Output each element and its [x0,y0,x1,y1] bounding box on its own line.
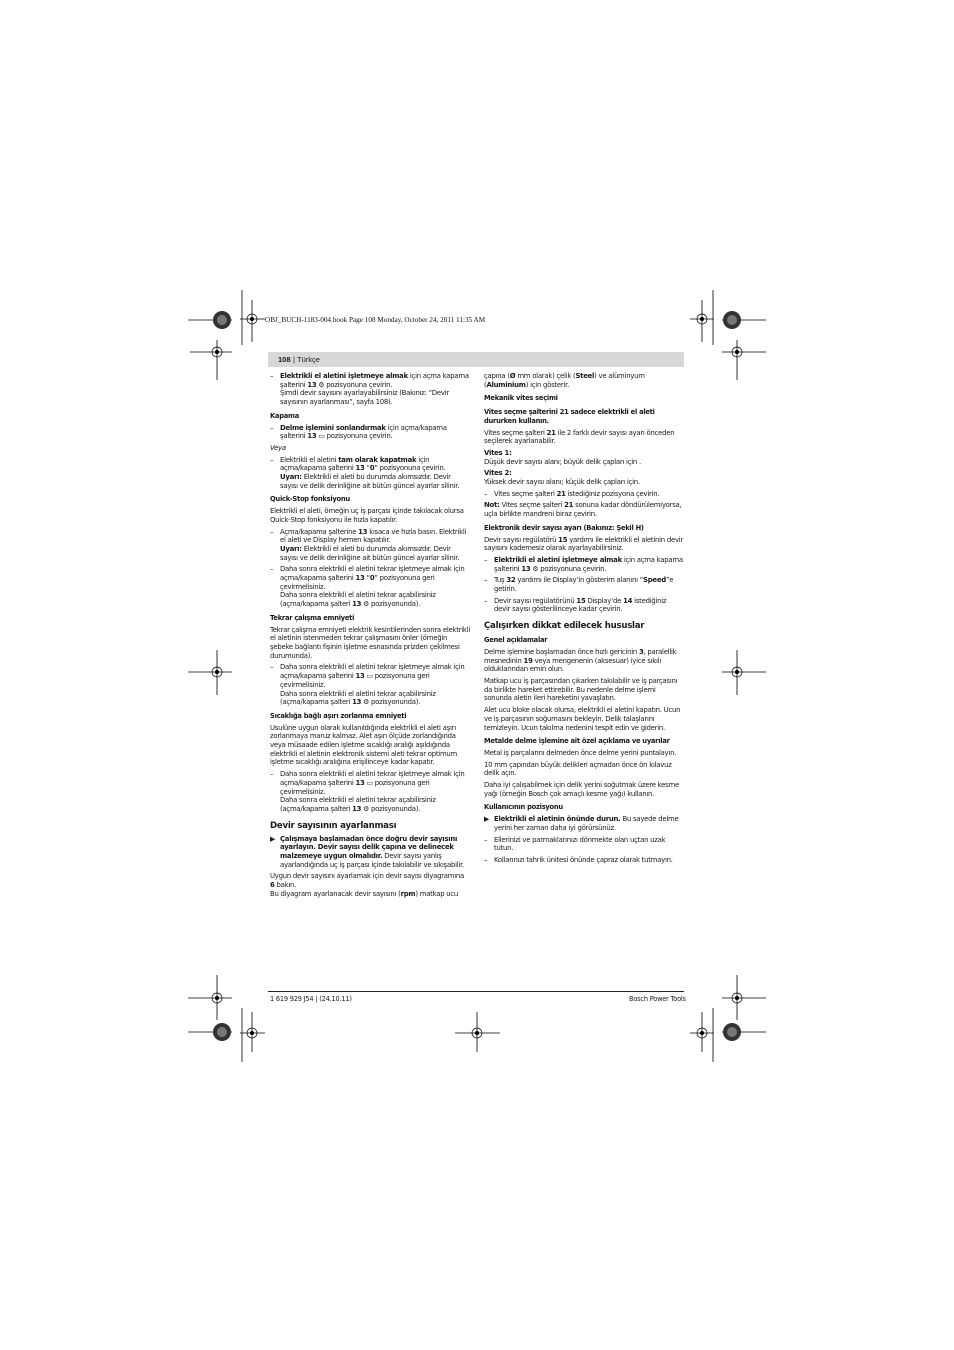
bold-text: 14 [623,596,633,605]
text-run: Ellerinizi ve parmaklarınızı dönmekte olan uçtan uzak tutun. [494,835,666,853]
text-run: Daha sonra elektrikli el aletini tekrar işletmeye almak için açma/kapama şalterini [280,663,465,681]
bold-text: 13 [355,464,365,473]
text-run: ile 2 farklı devir sayısı ayarı önceden seçilerek ayarlanabilir. [484,428,675,446]
bold-text: Not: [484,501,500,510]
text-run: istediğiniz pozisyona çevirin. [565,489,660,498]
bold-text: Steel [575,372,595,380]
bold-text: Uyarı: [280,473,302,482]
dash-bullet: – [270,372,274,380]
bold-text: 6 [270,881,275,890]
text-run: yardımı ile Display’in gösterim alanını “ [515,576,643,585]
text-run: Tekrar çalışma emniyeti [270,613,355,622]
bold-text: 13 [355,574,365,583]
bold-text: 32 [506,576,516,585]
text-run: Alet ucu bloke olacak olursa, elektrikli el aletini kapatın. Ucun ve iş parçasının soğumasını bekleyin. Delik talaşlarını temizleyin. Ucun takılma nedenini tespit edin ve giderin. [484,706,681,732]
dash-bullet: – [270,423,274,432]
text-run: Delme işlemine başlamadan önce hızlı gericinin [484,647,639,656]
text-run: Daha sonra elektrikli el aletini tekrar işletmeye almak için açma/kapama şalterini [280,565,465,583]
list-item [484,815,684,832]
language-label: Türkçe [297,355,320,364]
text-run: Bu diyagram ayarlanacak devir sayısını ( [270,889,401,898]
subheading [484,803,684,812]
text-run: Devir sayısı regülatörünü [494,596,577,605]
text-run: Daha sonra elektrikli el aletini tekrar açabilirsiniz (açma/kapama şalteri [280,689,436,707]
bold-text: 0 [369,464,375,473]
paragraph [484,372,684,389]
bold-text: 21 [546,428,556,437]
text-run: Çalışırken dikkat edilecek hususlar [484,621,645,632]
paragraph [484,749,684,758]
text-run: ”e getirin. [494,576,674,594]
bold-text: 15 [576,596,586,605]
text-run: Daha sonra elektrikli el aletini tekrar işletmeye almak için açma/kapama şalterini [280,770,465,787]
text-run: Matkap ucu iş parçasından çıkarken takılabilir ve iş parçasını da birlikte hareket ettirebilir. Bu nedenle delme işlemi sonunda aletin ileri hareketini yavaşlatın. [484,676,678,703]
subheading [484,737,684,746]
text-run: istediğiniz devir sayısı gösterilinceye kadar çevirin. [494,596,667,614]
list-item [270,565,470,609]
header-separator: | [293,355,295,364]
paragraph [484,449,684,466]
paragraph [270,507,470,524]
print-slug: OBJ_BUCH-1183-004.book Page 108 Monday, October 24, 2011 11:35 AM [265,316,486,324]
bold-text: Elektrikli el aletini işletmeye almak [494,555,622,564]
bold-text: 15 [558,535,568,544]
text-run: Devir sayısı yanlış ayarlandığında uç iş parçası içinde takılabilir ve sıkışabilir. [280,852,464,869]
text-run: Yüksek devir sayısı alanı; küçük delik çapları için. [484,478,640,487]
bold-text: 13 [521,564,531,573]
footer-brand: Bosch Power Tools [629,995,686,1003]
text-run: Sıcaklığa bağlı aşırı zorlanma emniyeti [270,711,407,720]
bold-text: 13 [352,804,362,813]
subheading [484,636,684,645]
bold-text: Aluminium [486,380,526,389]
bold-text: 13 [352,698,362,707]
arrow-bullet-icon: ▶ [270,834,276,843]
list-item [270,770,470,814]
list-item [484,576,684,593]
text-run: Usulüne uygun olarak kullanıldığında elektrikli el aleti aşırı zorlanmaya maruz kalmaz. Alet aşırı ölçüde zorlandığında veya müsaade edilen işletme sıcaklığı aralığı aşıldığında elektrikli el aletinin elektronik sistemi aleti tekrar optimum işletme sıcaklığı aralığına erişilinceye kadar kapatır. [270,723,458,767]
text-run: için açma kapama şalterini [280,372,469,389]
bold-text: 13 [307,380,317,389]
text-run: Vites seçme şalteri [494,489,557,498]
text-run: , paralellik mesnedinin [484,647,677,665]
text-run: Metal iş parçalarını delmeden önce delme yerini puntalayın. [484,748,677,757]
bold-text: Elektrikli el aletinin önünde durun. [494,815,621,824]
page-header-bar [268,352,684,367]
text-run: ) matkap ucu [415,889,459,898]
text-run: çapına ( [484,372,510,380]
bold-text: 19 [523,656,533,665]
text-run: Kollarınızı tahrik ünitesi önünde çapraz olarak tutmayın. [494,855,673,864]
text-run: ▭ pozisyonuna geri çevirmelisiniz. [280,778,430,796]
list-item [270,424,470,441]
dash-bullet: – [270,455,274,464]
bold-text: tam olarak kapatmak [338,455,417,464]
text-run: Daha sonra elektrikli el aletini tekrar açabilirsiniz (açma/kapama şalteri [280,796,436,813]
text-run: ▭ pozisyonuna geri çevirmelisiniz. [280,672,430,689]
bold-text: Elektrikli el aletini işletmeye almak [280,372,408,380]
text-run: 10 mm çapından büyük delikleri açmadan önce ön kılavuz delik açın. [484,760,672,778]
paragraph [484,706,684,732]
list-item [270,456,470,491]
paragraph [484,781,684,798]
text-run: Bu sayede delme yerini her zaman daha iyi görürsünüz. [494,815,679,832]
text-run: Tuş [494,576,507,585]
bold-text: Uyarı: [280,544,302,553]
dash-bullet: – [484,555,488,564]
list-item [484,490,684,499]
text-run: ⚙ pozisyonuna çevirin. [530,564,607,573]
page-number: 108 [278,355,291,364]
arrow-bullet-icon: ▶ [484,815,490,824]
text-run: Mekanik vites seçimi [484,394,558,403]
text-column-left [270,372,470,902]
text-run: ) için gösterir. [525,380,570,389]
text-run: ⚙ pozisyonunda). [361,600,421,609]
text-run: Daha iyi çalışabilmek için delik yerini soğutmak üzere kesme yağı (örneğin Bosch çok amaçlı kesme yağı) kullanın. [484,781,679,798]
text-run: ) ve alüminyum ( [484,372,645,389]
paragraph [484,469,684,486]
bold-text: Ø [509,372,516,380]
text-run: sonuna kadar döndürülemiyorsa, uçla birlikte mandreni biraz çevirin. [484,501,682,519]
text-run: Genel açıklamalar [484,636,548,645]
text-run: ⚙ pozisyonunda). [361,804,421,813]
bold-text: Speed [643,576,666,585]
text-run: Vites seçme şalteri [484,428,547,437]
text-run: Quick-Stop fonksiyonu [270,495,350,504]
paragraph [484,648,684,674]
paragraph [484,536,684,553]
paragraph [484,429,684,446]
subheading [270,614,470,623]
paragraph [270,872,470,898]
text-run: “ [364,574,370,583]
text-run: Düşük devir sayısı alanı; büyük delik çapları için . [484,457,641,466]
list-item [270,663,470,707]
bold-text: Delme işlemini sonlandırmak [280,423,386,432]
text-run: Display’de [585,596,624,605]
text-run: Devir sayısı regülatörü [484,535,559,544]
list-item [484,836,684,853]
text-run: Kullanıcının pozisyonu [484,803,563,812]
text-run: Elektrikli el aletini [280,455,339,464]
text-run: “ [364,464,370,473]
text-run: Elektrikli el aleti, örneğin uç iş parçası içinde takılacak olursa Quick-Stop fonksiyonu ile hızla kapatılır. [270,507,464,524]
text-run: için açma kapama şalterini [494,555,683,573]
bold-text: 13 [358,527,368,536]
bold-text: 13 [355,778,365,787]
text-run: ” pozisyonuna çevirin. [374,464,446,473]
text-run: için açma/kapama şalterini [280,423,447,441]
list-item [270,372,470,407]
paragraph [484,677,684,703]
footer-doc-code: 1 619 929 J54 | (24.10.11) [270,995,352,1003]
bold-text: 0 [369,574,375,583]
subheading [484,394,684,403]
text-run: mm olarak) çelik ( [515,372,576,380]
dash-bullet: – [270,565,274,574]
dash-bullet: – [270,663,274,672]
text-run: ” pozisyonuna geri çevirmelisiniz. [280,574,435,591]
text-run: Elektrikli el aleti bu durumda akımsızdır. Devir sayısı ve delik derinliğine ait bütün güncel ayarlar silinir. [280,544,460,562]
dash-bullet: – [270,527,274,536]
bold-text: 21 [556,489,566,498]
bold-text: Çalışmaya başlamadan önce doğru devir sayısını ayarlayın. Devir sayısı delik çapına ve delinecek malzemeye uygun olmalıdır. [280,834,458,861]
dash-bullet: – [484,489,488,498]
paragraph [484,501,684,518]
list-item [484,856,684,865]
dash-bullet: – [484,576,488,585]
list-item [484,597,684,614]
bold-text: Vites 2: [484,469,512,478]
subheading [270,712,470,721]
bold-text: 21 [564,501,574,510]
dash-bullet: – [270,770,274,779]
list-item [484,556,684,573]
text-run: ⚙ pozisyonuna çevirin. [316,380,393,389]
text-run: Metalde delme işlemine ait özel açıklama ve uyarılar [484,737,670,746]
text-run: ⚙ pozisyonunda). [361,698,421,707]
text-run: Açma/kapama şalterine [280,527,359,536]
text-run: ▭ pozisyonuna çevirin. [316,432,393,441]
list-item [270,835,470,870]
text-run: için açma/kapama şalterini [280,455,430,473]
text-run: kısaca ve hızla basın. Elektrikli el aleti ve Display hemen kapatılır. [280,527,467,545]
text-run: Daha sonra elektrikli el aletini tekrar açabilirsiniz (açma/kapama şalteri [280,591,436,609]
paragraph [270,626,470,661]
text-run: yardımı ile elektrikli el aletinin devir sayısını kademesiz olarak ayarlayabilirsiniz. [484,535,684,553]
text-run: Elektronik devir sayısı ayarı (Bakınız: Şekil H) [484,523,644,532]
dash-bullet: – [484,596,488,605]
text-run: Kapama [270,411,299,420]
text-column-right [484,372,684,868]
bold-text: 13 [355,672,365,681]
subheading [270,495,470,504]
bold-text: 13 [307,432,317,441]
text-run: bakın. [274,881,297,890]
paragraph [270,724,470,768]
list-item [270,528,470,563]
dash-bullet: – [484,835,488,844]
footer-rule [268,991,684,992]
section-heading [270,821,470,831]
section-heading [484,621,684,631]
subheading [484,524,684,533]
bold-text: rpm [400,889,416,898]
text-run: Vites seçme şalteri [499,501,565,510]
text-run: veya mengenenin (aksesuar) iyice sıkılı olduklarından emin olun. [484,656,661,674]
paragraph [484,761,684,778]
text-run: Şimdi devir sayısını ayarlayabilirsiniz (Bakınız: “Devir sayısının ayarlanması”, sayfa 108). [280,389,449,407]
text-run: Vites seçme şalterini 21 sadece elektrikli el aleti dururken kullanın. [484,408,655,425]
bold-text: 3 [638,647,644,656]
italic-note [270,444,470,453]
dash-bullet: – [484,855,488,864]
text-run: Uygun devir sayısını ayarlamak için devir sayısı diyagramına [270,872,464,881]
text-run: Veya [270,443,286,452]
text-run: Elektrikli el aleti bu durumda akımsızdır. Devir sayısı ve delik derinliğine ait bütün güncel ayarlar silinir. [280,473,460,490]
bold-text: 13 [352,600,362,609]
text-run: Tekrar çalışma emniyeti elektrik kesintilerinden sonra elektrikli el aletinin istenmeden tekrar çalışmasını önler (örneğin şebeke bağlantı fişinin işletme esnasında prizden çekilmesi durumunda). [270,625,471,660]
text-run: Devir sayısının ayarlanması [270,820,397,831]
subheading [484,408,684,425]
subheading [270,412,470,421]
bold-text: Vites 1: [484,448,512,457]
